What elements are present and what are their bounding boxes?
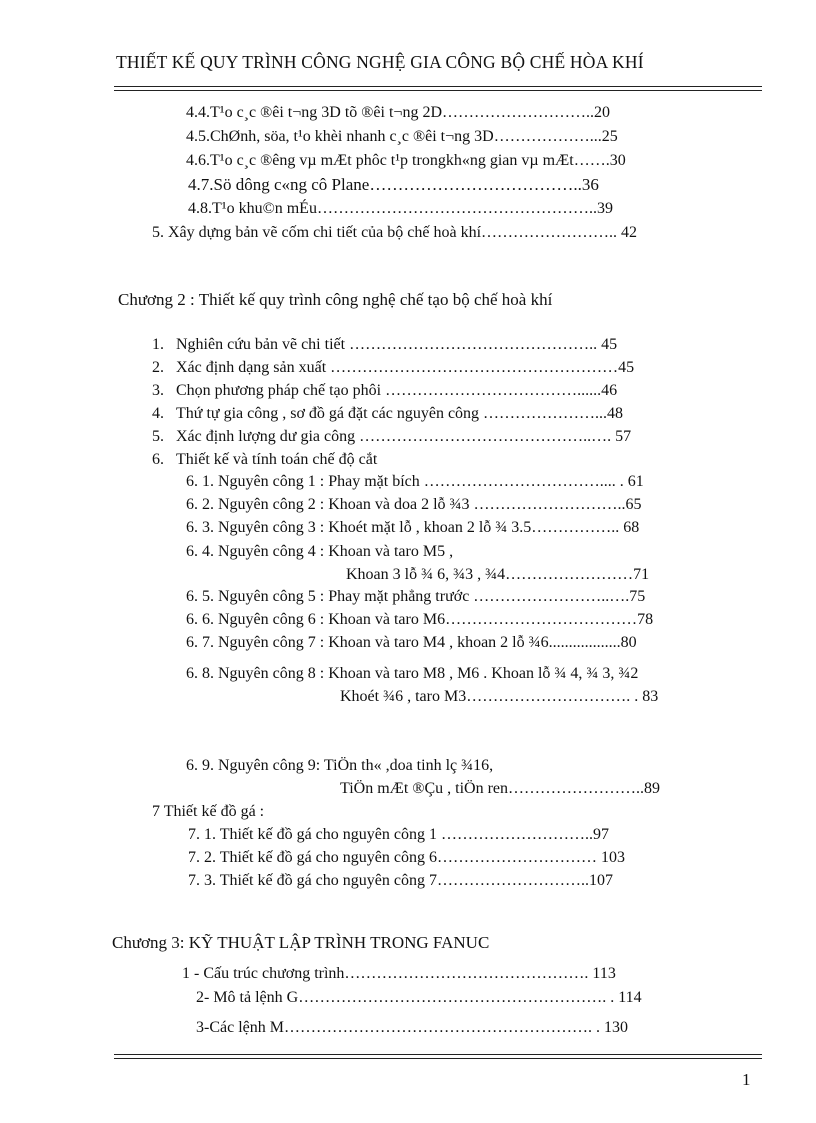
toc-item-number: 3. xyxy=(152,382,164,399)
toc-item-number: 1. xyxy=(152,336,164,353)
toc-item-number: 6. xyxy=(152,451,164,468)
toc-entry[interactable]: Xác định dạng sản xuất ………………………………………………45 xyxy=(176,359,635,376)
toc-entry[interactable]: 4.8.T¹o khu©n mÉu……………………………………………..39 xyxy=(188,200,613,217)
toc-entry[interactable]: Chọn phương pháp chế tạo phôi ………………………………......46 xyxy=(176,382,618,399)
toc-entry[interactable]: 4.6.T¹o c¸c ®êng vµ mÆt phôc t¹p trongkh«ng gian vµ mÆt…….30 xyxy=(186,152,626,169)
chapter-2-heading[interactable]: Chương 2 : Thiết kế quy trình công nghệ chế tạo bộ chế hoà khí xyxy=(118,290,553,309)
toc-entry[interactable]: 4.7.Sö dông c«ng cô Plane………………………………..36 xyxy=(188,175,599,194)
toc-subentry[interactable]: 6. 6. Nguyên công 6 : Khoan và taro M6………………………………78 xyxy=(186,611,654,628)
toc-subentry[interactable]: 7. 3. Thiết kế đồ gá cho nguyên công 7………………………..107 xyxy=(188,872,613,889)
toc-subentry[interactable]: 6. 8. Nguyên công 8 : Khoan và taro M8 , M6 . Khoan lỗ ¾ 4, ¾ 3, ¾2 xyxy=(186,665,639,682)
toc-subentry[interactable]: 7. 1. Thiết kế đồ gá cho nguyên công 1 ………………………..97 xyxy=(188,826,609,843)
footer-rule-double xyxy=(114,1058,762,1059)
toc-subentry-continuation[interactable]: TiÖn mÆt ®Çu , tiÖn ren……………………..89 xyxy=(340,780,661,797)
toc-item-number: 5. xyxy=(152,428,164,445)
toc-subentry-continuation[interactable]: Khoan 3 lỗ ¾ 6, ¾3 , ¾4……………………71 xyxy=(346,566,650,583)
header-rule xyxy=(114,86,762,87)
toc-subentry[interactable]: 6. 2. Nguyên công 2 : Khoan và doa 2 lỗ ¾3 ………………………..65 xyxy=(186,496,642,513)
toc-item-number: 2. xyxy=(152,359,164,376)
toc-entry[interactable]: Xác định lượng dư gia công ……………………………………..…. 57 xyxy=(176,428,632,445)
toc-entry[interactable]: Nghiên cứu bản vẽ chi tiết ……………………………………….. 45 xyxy=(176,336,618,353)
toc-entry[interactable]: 5. Xây dựng bản vẽ cốm chi tiết của bộ chế hoà khí…………………….. 42 xyxy=(152,224,638,241)
toc-subentry[interactable]: 6. 1. Nguyên công 1 : Phay mặt bích …………………………….... . 61 xyxy=(186,473,644,490)
page-header-title: THIẾT KẾ QUY TRÌNH CÔNG NGHỆ GIA CÔNG BỘ CHẾ HÒA KHÍ xyxy=(116,52,644,72)
toc-subentry[interactable]: 7. 2. Thiết kế đồ gá cho nguyên công 6………………………… 103 xyxy=(188,849,625,866)
page-number: 1 xyxy=(742,1070,751,1089)
toc-entry[interactable]: 4.5.ChØnh, söa, t¹o khèi nhanh c¸c ®êi t¬ng 3D………………...25 xyxy=(186,128,618,145)
toc-entry[interactable]: Thứ tự gia công , sơ đồ gá đặt các nguyên công …………………...48 xyxy=(176,405,624,422)
toc-entry[interactable]: Thiết kế và tính toán chế độ cắt xyxy=(176,451,378,468)
chapter-3-heading[interactable]: Chương 3: KỸ THUẬT LẬP TRÌNH TRONG FANUC xyxy=(112,933,490,952)
toc-item-number: 4. xyxy=(152,405,164,422)
toc-subentry[interactable]: 6. 4. Nguyên công 4 : Khoan và taro M5 , xyxy=(186,543,454,560)
toc-subentry-continuation[interactable]: Khoét ¾6 , taro M3…………………………. . 83 xyxy=(340,688,659,705)
toc-entry[interactable]: 4.4.T¹o c¸c ®êi t¬ng 3D tõ ®êi t¬ng 2D………………………..20 xyxy=(186,104,610,121)
toc-section-heading[interactable]: 7 Thiết kế đồ gá : xyxy=(152,803,265,820)
header-rule-double xyxy=(114,90,762,91)
toc-entry[interactable]: 1 - Cấu trúc chương trình………………………………………. 113 xyxy=(182,965,616,982)
footer-rule xyxy=(114,1054,762,1055)
toc-entry[interactable]: 3-Các lệnh M…………………………………………………. . 130 xyxy=(196,1019,628,1036)
toc-entry[interactable]: 2- Mô tả lệnh G…………………………………………………. . 114 xyxy=(196,989,642,1006)
toc-subentry[interactable]: 6. 3. Nguyên công 3 : Khoét mặt lỗ , khoan 2 lỗ ¾ 3.5…………….. 68 xyxy=(186,519,640,536)
toc-subentry[interactable]: 6. 9. Nguyên công 9: TiÖn th« ,doa tinh lç ¾16, xyxy=(186,757,494,774)
toc-subentry[interactable]: 6. 5. Nguyên công 5 : Phay mặt phẳng trước ……………………..….75 xyxy=(186,588,646,605)
toc-subentry[interactable]: 6. 7. Nguyên công 7 : Khoan và taro M4 , khoan 2 lỗ ¾6..................80 xyxy=(186,634,637,651)
